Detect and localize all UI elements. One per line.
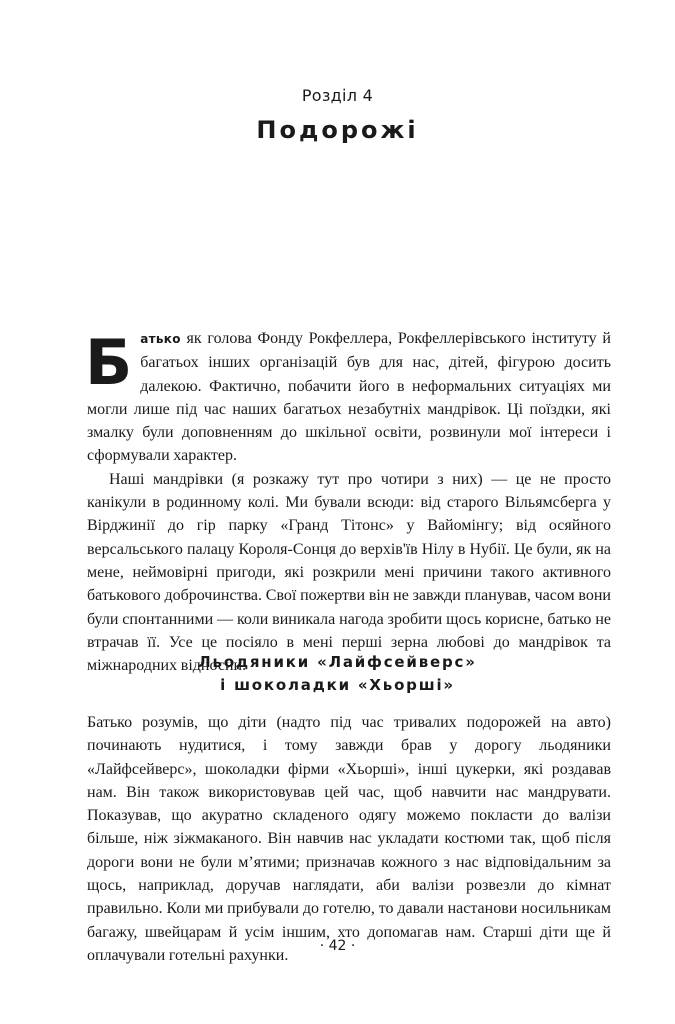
intro-paragraph-1-text: як голова Фонду Рокфеллера, Рокфеллерівського інституту й багатьох інших організацій був для нас, дітей, фігурою досить далекою. Фактично, побачити його в неформальних ситуаціях ми могли лише під час наших багатьох незабутніх мандрівок. Ці поїздки, які змалку були доповненням до шкільної освіти, розвинули мої інтереси і сформували характер.: [87, 330, 611, 465]
section-paragraph: Батько розумів, що діти (надто під час тривалих подорожей на авто) починають нудитися, і тому завжди брав у дорогу льодяники «Лайфсейверс», шоколадки фірми «Хьорші», інші цукерки, які роздавав нам. Він також використовував цей час, щоб навчити нас мандрувати. Показував, що акуратно складеного одягу можемо покласти до валізи більше, ніж зіжмаканого. Він навчив нас укладати костюми так, щоб після дороги вони не були м’ятими; призначав кожного з нас відповідальним за щось, наприклад, доручав наглядати, аби валізи розвезли до кімнат правильно. Коли ми прибували до готелю, то давали настанови носильникам багажу, швейцарам й усім іншим, хто допомагав нам. Старші діти ще й оплачували готельні рахунки.: [87, 714, 611, 964]
chapter-title: Подорожі: [256, 116, 419, 144]
intro-text: [87, 327, 611, 677]
section-heading-line-1: Льодяники «Лайфсейверс»: [198, 653, 477, 671]
intro-paragraph-2: Наші мандрівки (я розкажу тут про чотири з них) — це не просто канікули в родинному колі. Ми бували всюди: від старого Вільямсберга у Вірджинії до гір парку «Гранд Тітонс» у Вайомінгу; від осяйного версальського палацу Короля-Сонця до верхів'їв Нілу в Нубії. Це були, як на мене, неймовірні пригоди, які розкрили мені причини такого активного батькового доброчинства. Свої пожертви він не завжди планував, часом вони були спонтанними — коли виникала нагода зробити щось корисне, батько не втрачав її. Усе це посіяло в мені перші зерна любові до мандрівок та міжнародних відносин.: [87, 470, 611, 675]
section-text: [87, 711, 611, 967]
section-heading: [0, 651, 675, 697]
intro-paragraph-1: [87, 327, 611, 468]
section-heading-line-2: і шоколадки «Хьорші»: [220, 676, 455, 694]
drop-cap: Б: [85, 326, 133, 399]
lead-word: атько: [140, 332, 181, 346]
chapter-label: Розділ 4: [301, 86, 374, 105]
page-number: · 42 ·: [319, 938, 356, 954]
